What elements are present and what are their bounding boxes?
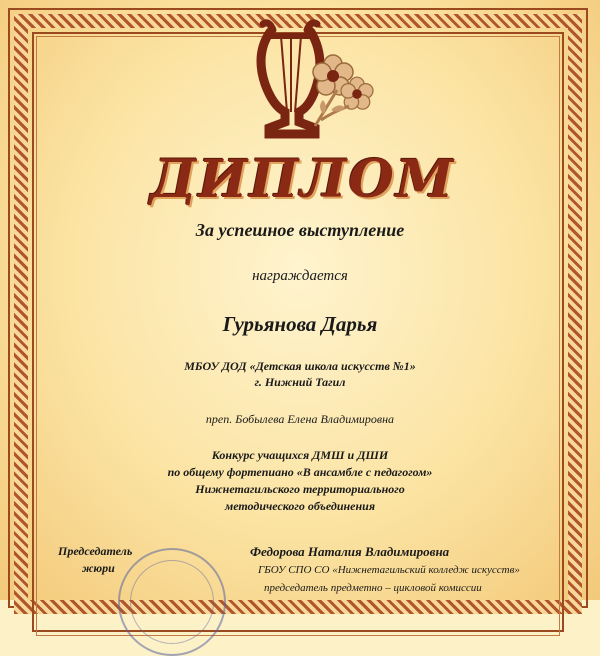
lyre-icon [225,14,375,144]
awarded-label: награждается [252,268,348,284]
diploma-title: ДИПЛОМ [150,149,456,210]
school-name: МБОУ ДОД «Детская школа искусств №1» [184,359,416,373]
school-city: г. Нижний Тагил [254,375,346,389]
contest-line-2: по общему фортепиано «В ансамбле с педагогом» [167,465,433,479]
contest-line-3: Нижнетагильского территориального [195,482,405,496]
contest-line-4: методического объединения [224,499,376,513]
teacher-name: преп. Бобылева Елена Владимировна [205,412,395,426]
flowers-icon [313,55,373,126]
jury-label-line1: Председатель [58,544,133,558]
contest-line-1: Конкурс учащихся ДМШ и ДШИ [211,448,389,462]
chair-role: председатель предметно – цикловой комиссии [264,582,482,594]
recipient-name: Гурьянова Дарья [222,312,378,336]
diploma-subtitle: За успешное выступление [195,220,405,240]
chair-name: Федорова Наталия Владимировна [250,544,450,559]
jury-label-line2: жюри [82,561,115,575]
chair-organization: ГБОУ СПО СО «Нижнетагильский колледж искусств» [258,564,520,576]
